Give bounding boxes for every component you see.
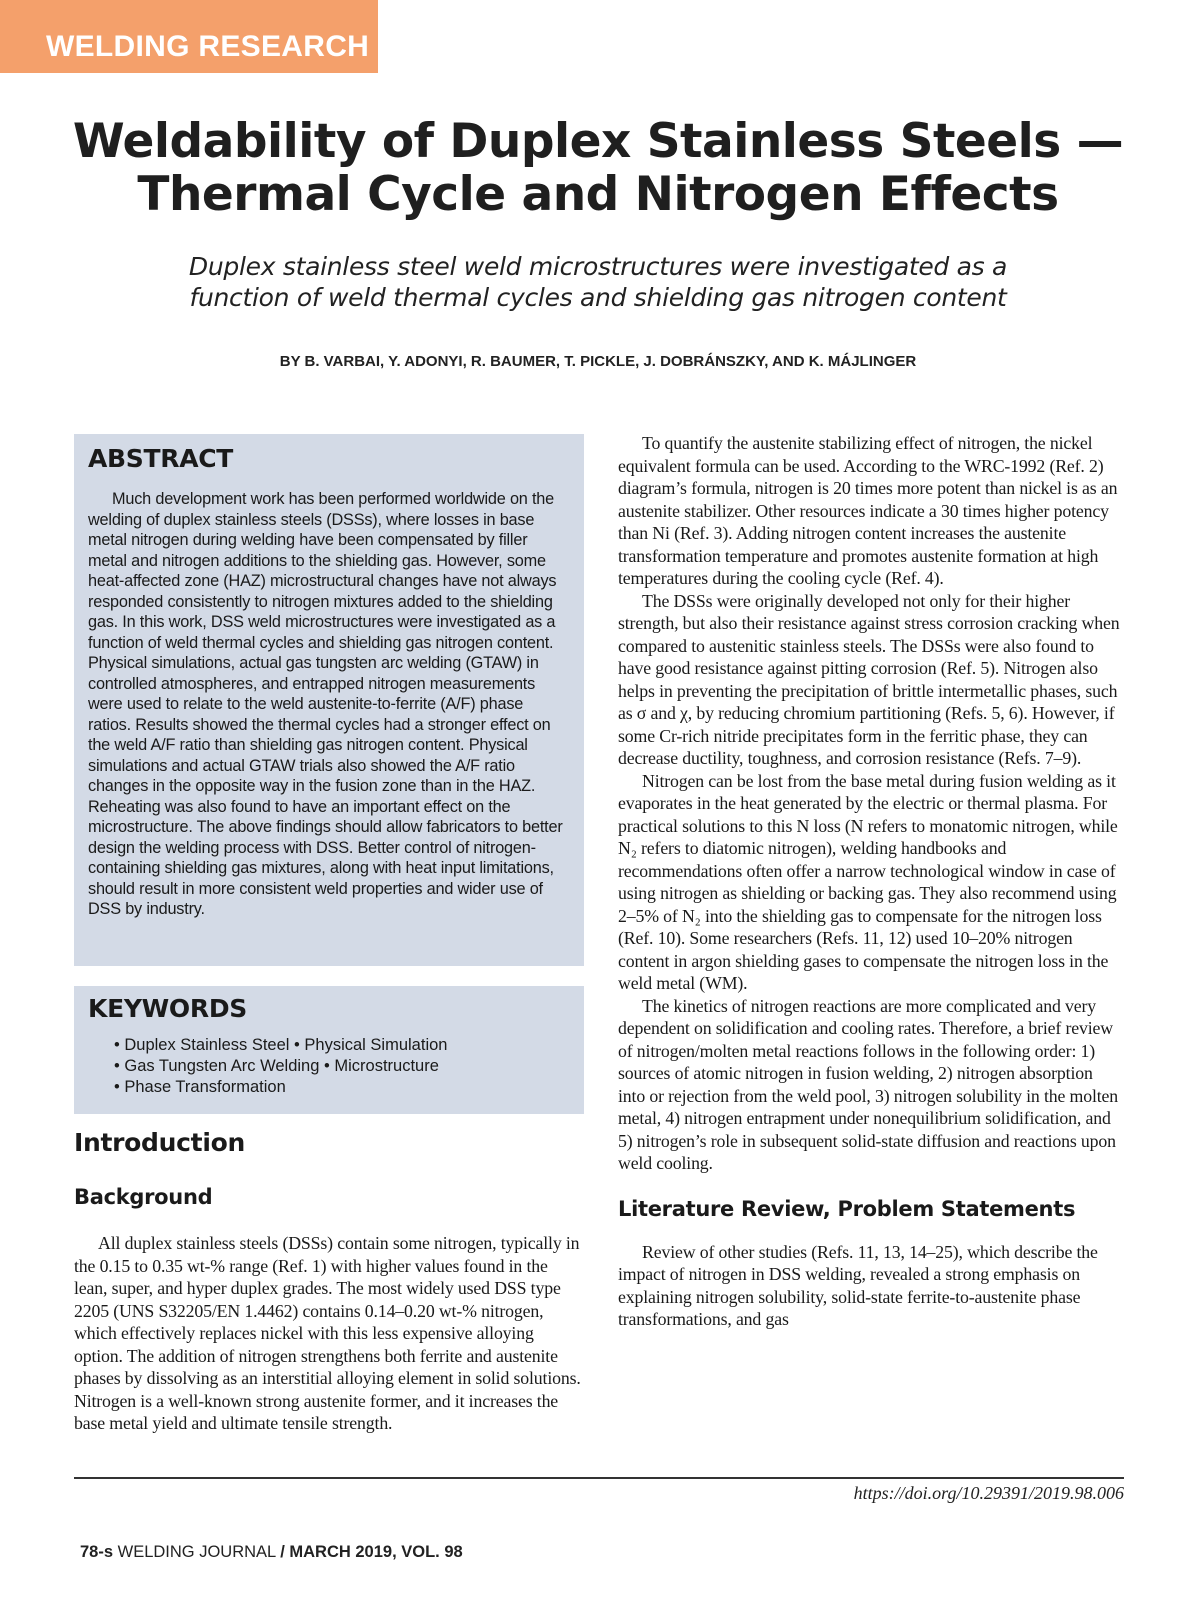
abstract-heading: ABSTRACT xyxy=(88,444,234,473)
keywords-list xyxy=(114,1035,570,1098)
page-number: 78-s xyxy=(80,1543,114,1561)
abstract-text: Much development work has been performed worldwide on the welding of duplex stainless steels (DSSs), where losses in base metal nitrogen during welding have been compensated by filler metal and nitrogen additions to the shielding gas. However, some heat-affected zone (HAZ) microstructural changes have not always responded consistently to nitrogen mixtures added to the shielding gas. In this work, DSS weld microstructures were investigated as a function of weld thermal cycles and shielding gas nitrogen content. Physical simulations, actual gas tungsten arc welding (GTAW) in controlled atmospheres, and entrapped nitrogen measurements were used to relate to the weld austenite-to-ferrite (A/F) phase ratios. Results showed the thermal cycles had a stronger effect on the weld A/F ratio than shielding gas nitrogen content. Physical simulations and actual GTAW trials also showed the A/F ratio changes in the opposite way in the fusion zone than in the HAZ. Reheating was also found to have an important effect on the microstructure. The above findings should allow fabricators to better design the welding process with DSS. Better control of nitrogen-containing shielding gas mixtures, along with heat input limitations, should result in more consistent weld properties and wider use of DSS by industry. xyxy=(88,490,563,918)
body-paragraph: The DSSs were originally developed not only for their higher strength, but also their resistance against stress corrosion cracking when compared to austenitic stainless steels. The DSSs were also found to have good resistance against pitting corrosion (Ref. 5). Nitrogen also helps in preventing the precipitation of brittle intermetallic phases, such as σ and χ, by reducing chromium partitioning (Refs. 5, 6). However, if some Cr-rich nitride precipitates form in the ferritic phase, they can decrease ductility, toughness, and corrosion resistance (Refs. 7–9). xyxy=(618,590,1120,768)
body-paragraph: The kinetics of nitrogen reactions are more complicated and very dependent on solidification and cooling rates. Therefore, a brief review of nitrogen/molten metal reactions follows in the following order: 1) sources of atomic nitrogen in fusion welding, 2) nitrogen absorption into or rejection from the weld pool, 3) nitrogen solubility in the molten metal, 4) nitrogen entrapment under nonequilibrium solidification, and 5) nitrogen’s role in subsequent solid-state diffusion and reactions upon weld cooling. xyxy=(618,995,1119,1173)
page-footer xyxy=(80,1543,463,1562)
title-line-1: Weldability of Duplex Stainless Steels — xyxy=(72,114,1124,169)
literature-review-heading: Literature Review, Problem Statements xyxy=(618,1196,1076,1221)
body-paragraph: Nitrogen can be lost from the base metal during fusion welding as it evaporates in the heat generated by the electric or thermal plasma. For practical solutions to this N loss (N refers to monatomic nitrogen, while N₂ refers to diatomic nitrogen), welding handbooks and recommendations often offer a narrow technological window in case of using nitrogen as shielding or backing gas. They also recommend using 2–5% of N₂ into the shielding gas to compensate for the nitrogen loss (Ref. 10). Some researchers (Refs. 11, 12) used 10–20% nitrogen content in argon shielding gases to compensate the nitrogen loss in the weld metal (WM). xyxy=(618,770,1118,993)
left-body-column xyxy=(74,1232,584,1435)
author-byline: BY B. VARBAI, Y. ADONYI, R. BAUMER, T. PICKLE, J. DOBRÁNSZKY, AND K. MÁJLINGER xyxy=(279,353,917,370)
issue-info: / MARCH 2019, VOL. 98 xyxy=(280,1543,463,1561)
body-paragraph: Review of other studies (Refs. 11, 13, 14–25), which describe the impact of nitrogen in DSS welding, revealed a strong emphasis on explaining nitrogen solubility, solid-state ferrite-to-austenite phase transformations, and gas xyxy=(618,1241,1098,1329)
title-line-2: Thermal Cycle and Nitrogen Effects xyxy=(137,167,1059,222)
subtitle-line-2: function of weld thermal cycles and shielding gas nitrogen content xyxy=(189,283,1007,312)
section-tab xyxy=(0,0,378,73)
background-subheading: Background xyxy=(74,1185,213,1209)
abstract-box xyxy=(74,434,584,966)
section-label: WELDING RESEARCH xyxy=(46,30,370,63)
keywords-heading: KEYWORDS xyxy=(88,994,247,1023)
subtitle-line-1: Duplex stainless steel weld microstructures were investigated as a xyxy=(188,252,1008,281)
doi-link[interactable]: https://doi.org/10.29391/2019.98.006 xyxy=(853,1483,1124,1503)
journal-name: WELDING JOURNAL xyxy=(117,1543,276,1561)
keywords-line: • Gas Tungsten Arc Welding • Microstructure xyxy=(114,1057,439,1075)
article-title xyxy=(60,115,1136,221)
body-paragraph: To quantify the austenite stabilizing effect of nitrogen, the nickel equivalent formula can be used. According to the WRC-1992 (Ref. 2) diagram’s formula, nitrogen is 20 times more potent than nickel is as an austenite stabilizer. Other resources indicate a 30 times higher potency than Ni (Ref. 3). Adding nitrogen content increases the austenite transformation temperature and promotes austenite formation at high temperatures during the cooling cycle (Ref. 4). xyxy=(618,433,1118,588)
right-body-column xyxy=(618,432,1124,1331)
article-subtitle xyxy=(120,251,1076,313)
introduction-heading: Introduction xyxy=(74,1128,245,1157)
keywords-line: • Duplex Stainless Steel • Physical Simulation xyxy=(114,1036,448,1054)
footer-divider xyxy=(74,1477,1124,1479)
keywords-box xyxy=(74,986,584,1114)
background-paragraph: All duplex stainless steels (DSSs) contain some nitrogen, typically in the 0.15 to 0.35 wt-% range (Ref. 1) with higher values found in the lean, super, and hyper duplex grades. The most widely used DSS type 2205 (UNS S32205/EN 1.4462) contains 0.14–0.20 wt-% nitrogen, which effectively replaces nickel with this less expensive alloying option. The addition of nitrogen strengthens both ferrite and austenite phases by dissolving as an interstitial alloying element in solid solutions. Nitrogen is a well-known strong austenite former, and it increases the base metal yield and ultimate tensile strength. xyxy=(74,1233,581,1433)
keywords-line: • Phase Transformation xyxy=(114,1078,286,1096)
